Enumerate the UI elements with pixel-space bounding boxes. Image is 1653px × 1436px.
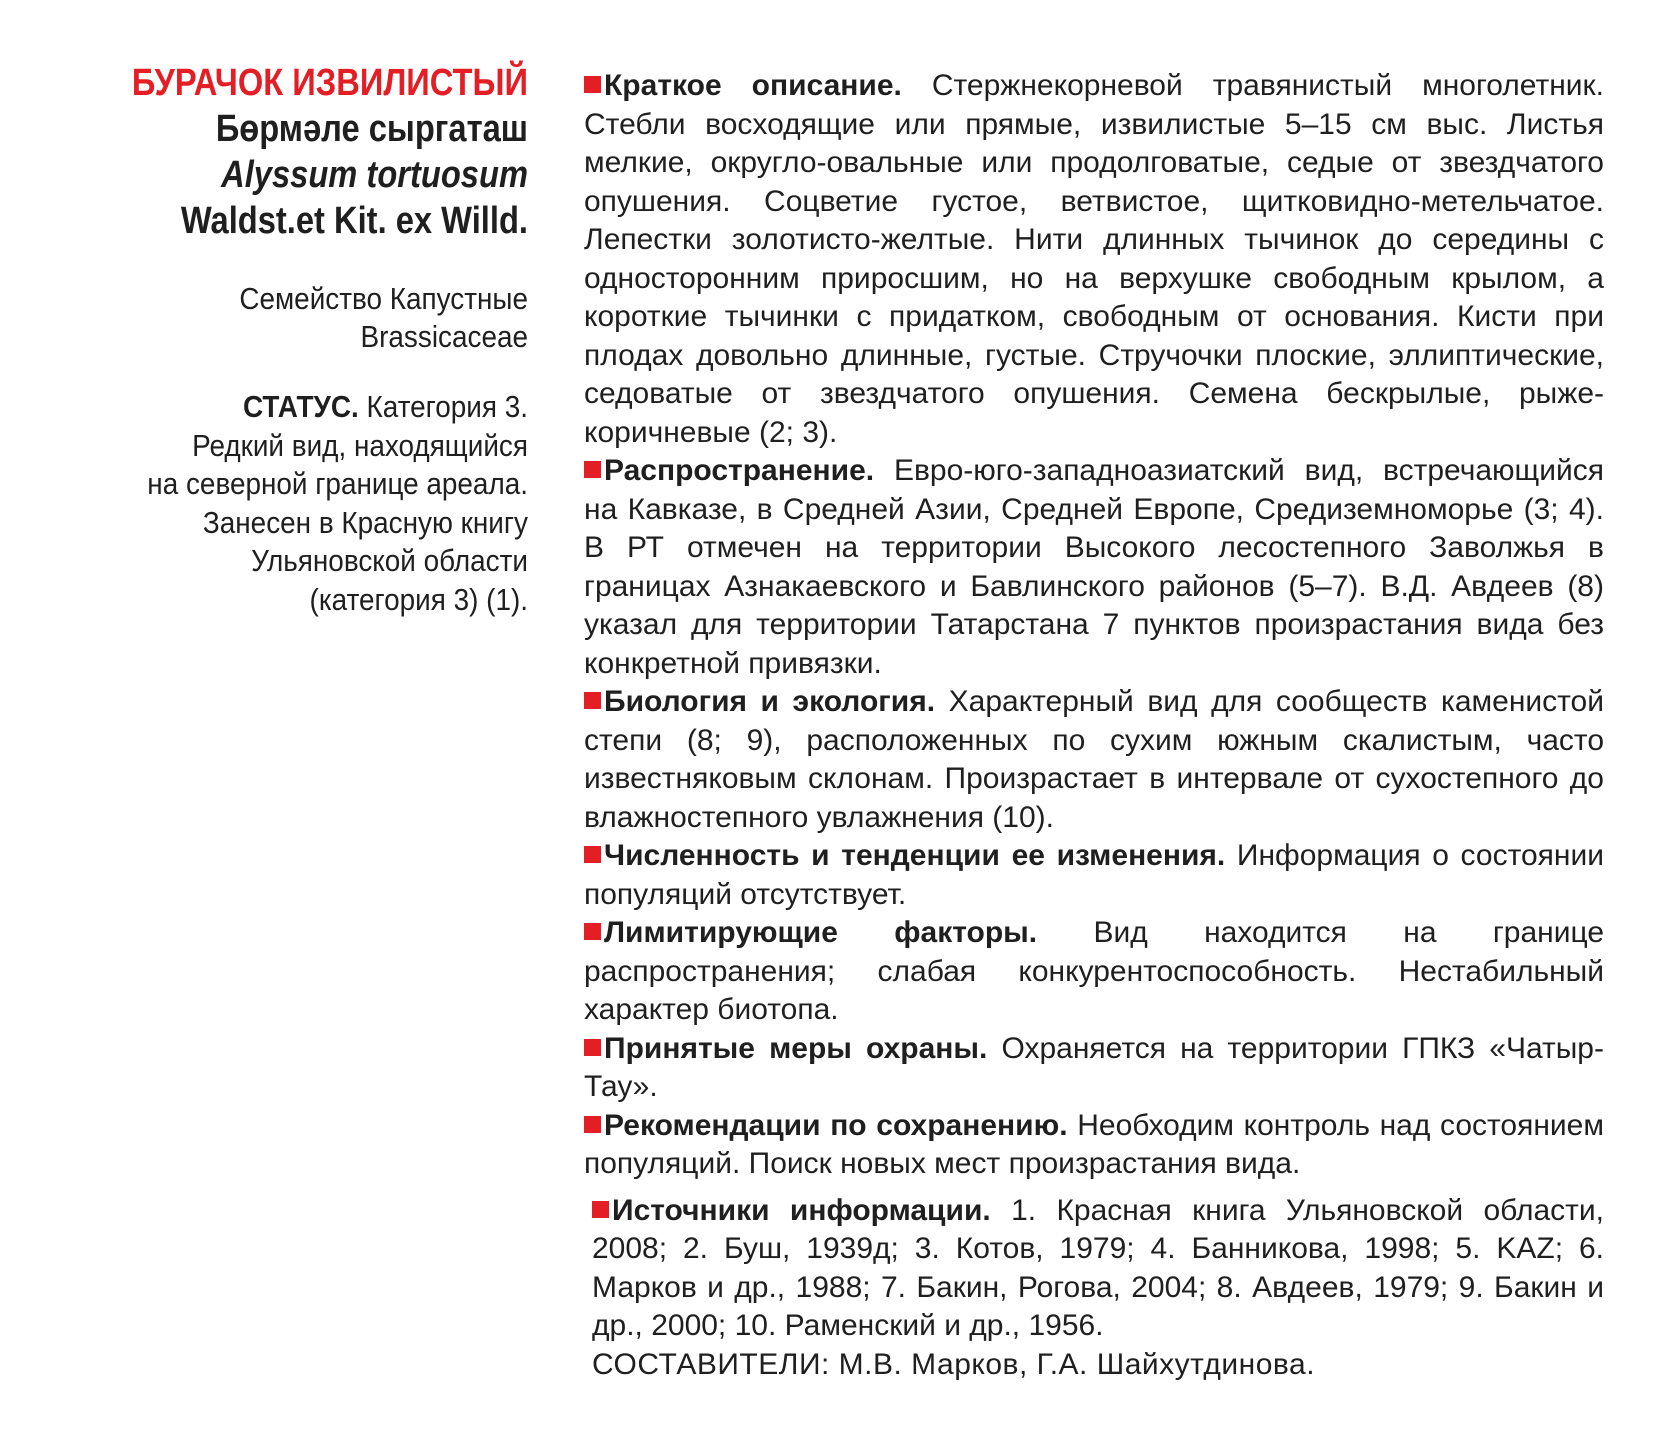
status-category: Категория 3. [366, 389, 528, 424]
red-square-bullet-icon [584, 692, 601, 709]
species-authors: Waldst.et Kit. ex Willd. [180, 200, 528, 242]
status-line-4: Занесен в Красную книгу [202, 504, 528, 540]
species-name-tatar: Бөрмәле сыргаташ [215, 108, 528, 150]
section-text: 1. Красная книга Ульяновской области, 2008; 2. Буш, 1939д; 3. Котов, 1979; 4. Банникова, 1998; 5. KAZ; 6. Марков и др., 1988; 7. Бакин, Рогова, 2004; 8. Авдеев, 1979; 9. Бакин и др., 2000; 10. Раменский и др., 1956. [592, 1193, 1604, 1342]
section-heading: Численность и тенденции ее изменения. [604, 839, 1226, 872]
status-line-3: на северной границе ареала. [147, 466, 528, 501]
section-heading: Биология и экология. [604, 685, 936, 718]
species-name-latin: Alyssum tortuosum [221, 154, 528, 196]
article-body [584, 67, 1604, 1384]
section-heading: Лимитирующие факторы. [604, 916, 1038, 949]
family-name-latin: Brassicaceae [360, 319, 528, 354]
section-text: Необходим контроль над состоянием популяций. Поиск новых мест произрастания вида. [584, 1108, 1604, 1180]
species-name-ru: БУРАЧОК ИЗВИЛИСТЫЙ [131, 62, 528, 104]
section-text: Характерный вид для сообществ каменистой степи (8; 9), расположенных по сухим южным скалистым, часто известняковым склонам. Произрастает в интервале от сухостепного до влажностепного увлажнения (10). [584, 685, 1604, 834]
status-label: СТАТУС. [242, 389, 359, 424]
section-recommendations [584, 1107, 1604, 1184]
status-line-2: Редкий вид, находящийся [192, 427, 528, 463]
section-text: Евро-юго-западноазиатский вид, встречающийся на Кавказе, в Средней Азии, Средней Европе, Средиземноморье (3; 4). В РТ отмечен на территории Высокого лесостепного Заволжья в границах Азнакаевского и Бавлинского районов (5–7). В.Д. Авдеев (8) указал для территории Татарстана 7 пунктов произрастания вида без конкретной привязки. [584, 454, 1604, 680]
section-heading: Источники информации. [612, 1193, 991, 1227]
status-line-6: (категория 3) (1). [309, 581, 528, 617]
family-name-ru: Семейство Капустные [239, 281, 528, 316]
section-sources [584, 1192, 1604, 1346]
red-square-bullet-icon [584, 846, 601, 863]
section-text: Стержнекорневой травянистый многолетник. Стебли восходящие или прямые, извилистые 5–15 см выс. Листья мелкие, округло-овальные или продолговатые, седые от звездчатого опушения. Соцветие густое, ветвистое, щитковидно-метельчатое. Лепестки золотисто-желтые. Нити длинных тычинок до середины с односторонним приросшим, но на верхушке свободным крылом, а короткие тычинки с придатком, свободным от основания. Кисти при плодах довольно длинные, густые. Стручочки плоские, эллиптические, седоватые от звездчатого опушения. Семена бескрылые, рыже-коричневые (2; 3). [584, 69, 1604, 449]
section-population [584, 837, 1604, 914]
section-limiting-factors [584, 914, 1604, 1030]
red-square-bullet-icon [584, 923, 601, 940]
section-heading: Краткое описание. [604, 69, 902, 102]
section-protection-measures [584, 1030, 1604, 1107]
section-description [584, 67, 1604, 452]
status-block [60, 388, 528, 619]
section-heading: Рекомендации по сохранению. [604, 1108, 1068, 1142]
red-square-bullet-icon [584, 1039, 601, 1056]
section-text: Охраняется на территории ГПКЗ «Чатыр-Тау». [584, 1031, 1604, 1103]
section-text: Вид находится на границе распространения; слабая конкурентоспособность. Нестабильный характер биотопа. [584, 916, 1604, 1026]
status-line-5: Ульяновской области [251, 543, 529, 578]
red-square-bullet-icon [584, 76, 601, 93]
status-line-1 [107, 388, 528, 427]
section-heading: Распространение. [604, 454, 875, 487]
section-distribution [584, 452, 1604, 683]
section-biology [584, 683, 1604, 837]
red-square-bullet-icon [584, 461, 601, 478]
red-square-bullet-icon [584, 1116, 601, 1133]
species-header [60, 60, 528, 619]
section-heading: Принятые меры охраны. [604, 1031, 988, 1065]
compilers-line: СОСТАВИТЕЛИ: М.В. Марков, Г.А. Шайхутдинова. [592, 1347, 1316, 1381]
section-text: Информация о состоянии популяций отсутствует. [584, 839, 1604, 911]
family-block [107, 280, 528, 356]
red-square-bullet-icon [592, 1201, 609, 1218]
